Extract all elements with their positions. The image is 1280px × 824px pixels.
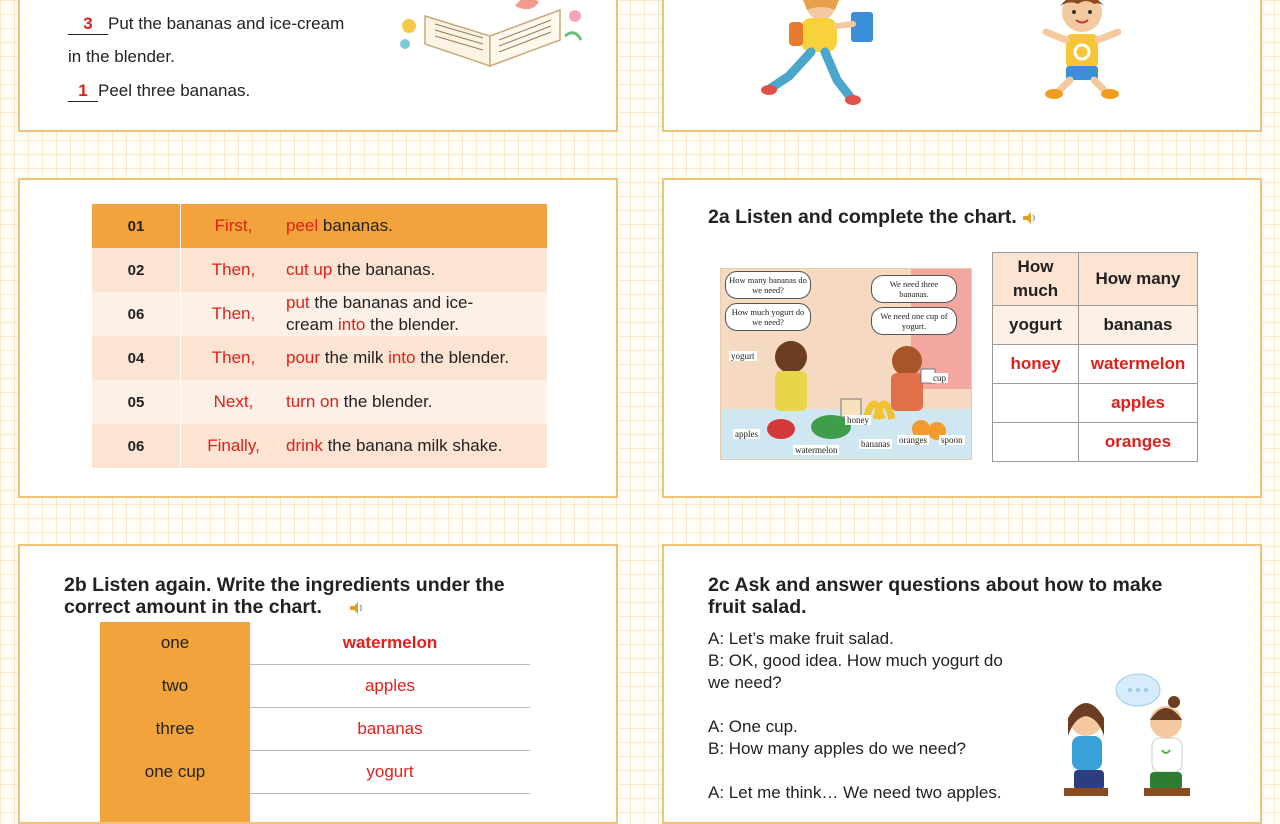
dialog-line (708, 760, 1003, 782)
ordering-line-3 (68, 81, 250, 102)
amount-cell (100, 794, 250, 824)
ingredient-cell: bananas (250, 708, 530, 751)
table-cell: watermelon (1079, 345, 1198, 384)
table-header-row (993, 253, 1198, 306)
steps-table (92, 204, 547, 468)
speech-bubble: How many bananas do we need? (725, 271, 811, 299)
amount-ingredient-chart (100, 622, 530, 824)
sequence-word: First, (181, 204, 287, 248)
table-row (92, 380, 547, 424)
section-2c-card (662, 544, 1262, 824)
ingredient-cell: watermelon (250, 622, 530, 665)
table-row (993, 345, 1198, 384)
table-cell: oranges (1079, 423, 1198, 462)
dialog-line: A: Let’s make fruit salad. (708, 628, 1003, 650)
dialog-line: A: One cup. (708, 716, 1003, 738)
jumping-boy-illustration (1032, 0, 1132, 104)
table-row (92, 204, 547, 248)
step-text: turn on the blender. (286, 380, 547, 424)
picture-label-bananas: bananas (859, 439, 892, 449)
dialog-line: B: OK, good idea. How much yogurt do (708, 650, 1003, 672)
step-text: peel bananas. (286, 204, 547, 248)
step-text: drink the banana milk shake. (286, 424, 547, 468)
section-2b-card (18, 544, 618, 824)
speech-bubble: We need three bananas. (871, 275, 957, 303)
how-much-how-many-chart (992, 252, 1198, 462)
sequence-word: Next, (181, 380, 287, 424)
ingredient-cell: yogurt (250, 751, 530, 794)
kitchen-picture (720, 268, 972, 460)
step-number: 06 (92, 292, 181, 336)
picture-label-spoon: spoon (939, 435, 965, 445)
ingredient-cell (250, 794, 530, 824)
open-book-illustration (395, 0, 585, 68)
step-number: 02 (92, 248, 181, 292)
table-row (100, 708, 530, 751)
picture-label-honey: honey (845, 415, 871, 425)
table-row (100, 665, 530, 708)
dialog-line: B: How many apples do we need? (708, 738, 1003, 760)
ordering-text: Put the bananas and ice-cream (108, 14, 344, 33)
table-cell (993, 423, 1079, 462)
kids-card (662, 0, 1262, 132)
ingredient-cell: apples (250, 665, 530, 708)
amount-cell: two (100, 665, 250, 708)
section-2c-heading: 2c Ask and answer questions about how to make fruit salad. (708, 574, 1162, 618)
amount-cell: one (100, 622, 250, 665)
table-row (100, 622, 530, 665)
column-header: How much (993, 253, 1079, 306)
picture-label-watermelon: watermelon (793, 445, 839, 455)
steps-card (18, 178, 618, 498)
speaker-icon[interactable] (1022, 211, 1038, 225)
ordering-card (18, 0, 618, 132)
ordering-line-2: in the blender. (68, 47, 175, 67)
picture-label-yogurt: yogurt (729, 351, 757, 361)
two-girls-talking-illustration (1054, 670, 1204, 804)
table-row (993, 423, 1198, 462)
table-row (92, 424, 547, 468)
table-cell: bananas (1079, 306, 1198, 345)
table-cell: honey (993, 345, 1079, 384)
speech-bubble: How much yogurt do we need? (725, 303, 811, 331)
table-row (100, 794, 530, 824)
step-number: 04 (92, 336, 181, 380)
step-number: 05 (92, 380, 181, 424)
table-row (92, 248, 547, 292)
sequence-word: Then, (181, 336, 287, 380)
ordering-text: Peel three bananas. (98, 81, 250, 100)
table-row (92, 292, 547, 336)
sequence-word: Finally, (181, 424, 287, 468)
step-number: 06 (92, 424, 181, 468)
table-row (92, 336, 547, 380)
dialog (708, 628, 1003, 804)
speaker-icon[interactable] (349, 601, 365, 615)
sequence-word: Then, (181, 292, 287, 336)
column-header: How many (1079, 253, 1198, 306)
ordering-line-1 (68, 14, 344, 35)
picture-label-oranges: oranges (897, 435, 929, 445)
dialog-line: we need? (708, 672, 1003, 694)
amount-cell: one cup (100, 751, 250, 794)
answer-blank[interactable]: 1 (68, 81, 98, 102)
running-girl-illustration (759, 0, 879, 106)
table-row (993, 384, 1198, 423)
section-2a-heading: 2a Listen and complete the chart. (708, 206, 1038, 228)
section-2a-card (662, 178, 1262, 498)
step-number: 01 (92, 204, 181, 248)
picture-label-apples: apples (733, 429, 760, 439)
table-cell: yogurt (993, 306, 1079, 345)
table-cell (993, 384, 1079, 423)
picture-label-cup: cup (931, 373, 948, 383)
step-text: cut up the bananas. (286, 248, 547, 292)
table-row (100, 751, 530, 794)
speech-bubble: We need one cup of yogurt. (871, 307, 957, 335)
table-cell: apples (1079, 384, 1198, 423)
step-text: put the bananas and ice- cream into the blender. (286, 292, 547, 336)
dialog-line (708, 694, 1003, 716)
dialog-line: A: Let me think… We need two apples. (708, 782, 1003, 804)
section-2b-heading: 2b Listen again. Write the ingredients under the correct amount in the chart. (64, 574, 505, 618)
amount-cell: three (100, 708, 250, 751)
table-row (993, 306, 1198, 345)
step-text: pour the milk into the blender. (286, 336, 547, 380)
answer-blank[interactable]: 3 (68, 14, 108, 35)
sequence-word: Then, (181, 248, 287, 292)
